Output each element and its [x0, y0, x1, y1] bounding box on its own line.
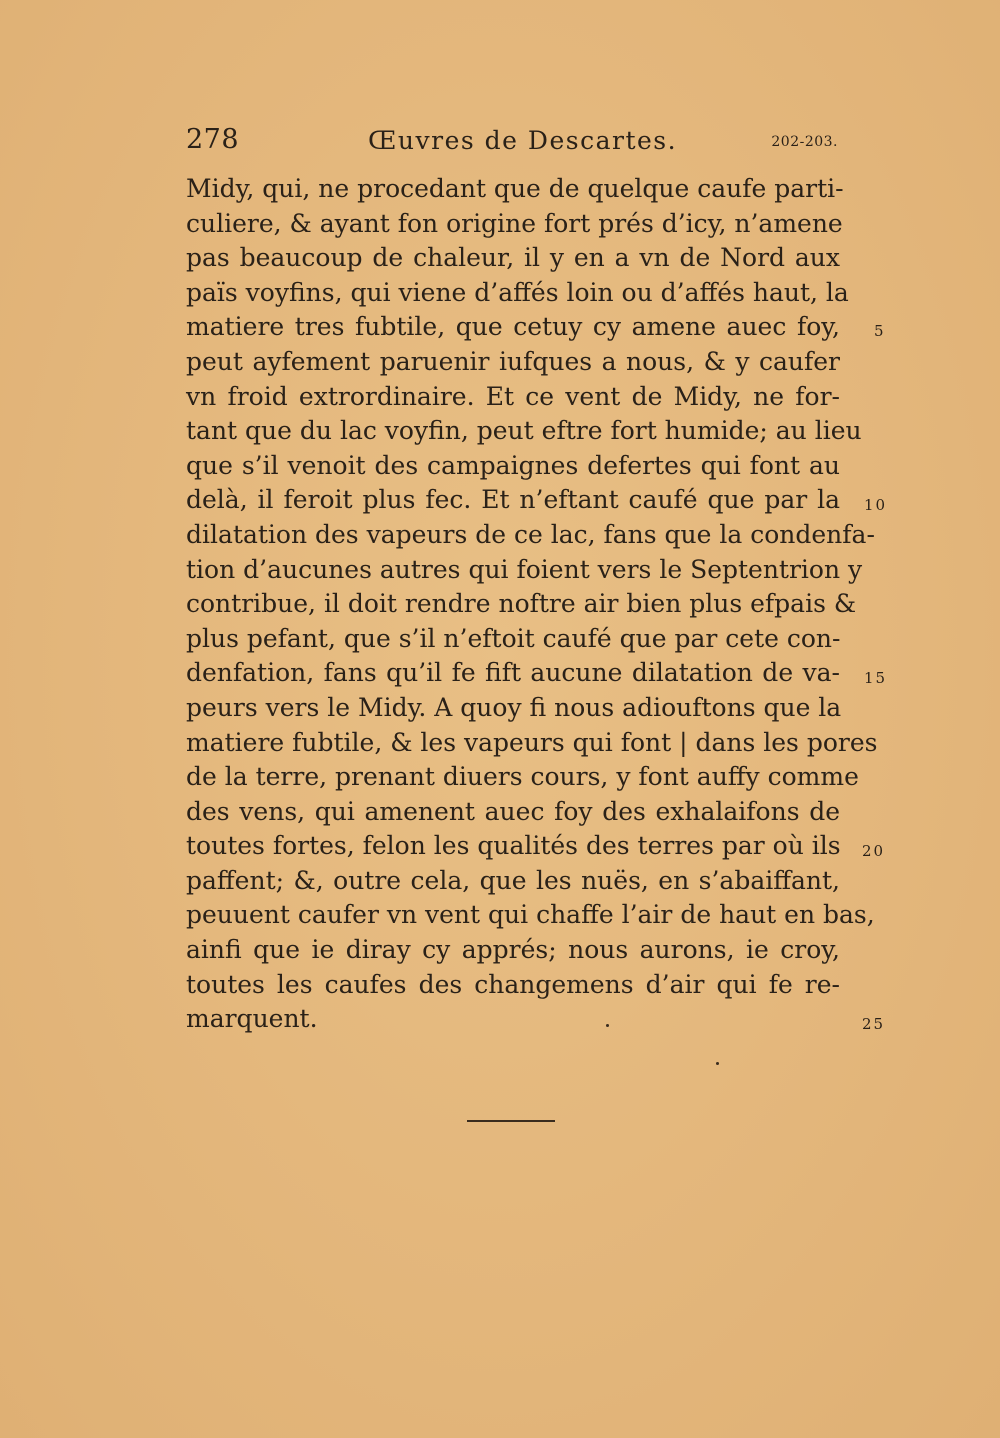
text-line: toutes les caufes des changemens d’air qui fe re- — [186, 969, 840, 999]
page-number: 278 — [186, 124, 240, 155]
text-line: culiere, & ayant fon origine fort prés d’icy, n’amene — [186, 208, 843, 238]
text-line: Midy, qui, ne procedant que de quelque caufe parti- — [186, 174, 844, 203]
text-line: peut ayfement paruenir iufques a nous, & y caufer — [186, 346, 840, 376]
line-number-20: 20 — [862, 842, 886, 860]
text-line: de la terre, prenant diuers cours, y font auffy comme — [186, 762, 859, 792]
line-number-10: 10 — [864, 496, 888, 514]
text-line: tant que du lac voyfin, peut eftre fort humide; au lieu — [186, 416, 862, 446]
text-line: pas beaucoup de chaleur, il y en a vn de Nord aux — [186, 243, 840, 273]
page-reference: 202-203. — [771, 134, 838, 150]
text-line: ainfi que ie diray cy apprés; nous aurons, ie croy, — [186, 935, 840, 965]
text-line: vn froid extrordinaire. Et ce vent de Midy, ne for- — [186, 381, 840, 411]
book-title: Œuvres de Descartes. — [368, 126, 678, 155]
text-line: plus pefant, que s’il n’eftoit caufé que par cete con- — [186, 623, 841, 653]
closing-rule — [467, 1120, 555, 1122]
text-line: denfation, fans qu’il fe fift aucune dilatation de va- — [186, 658, 840, 688]
text-line: des vens, qui amenent auec foy des exhalaifons de — [186, 796, 840, 826]
text-line: matiere tres fubtile, que cetuy cy amene auec foy, — [186, 312, 840, 342]
ink-speck — [716, 1062, 719, 1065]
ink-speck — [606, 1024, 609, 1027]
line-number-25: 25 — [862, 1015, 886, 1033]
text-line: païs voyfins, qui viene d’affés loin ou d’affés haut, la — [186, 277, 849, 307]
text-line: paffent; &, outre cela, que les nuës, en s’abaiffant, — [186, 865, 840, 895]
text-line: delà, il feroit plus fec. Et n’eftant caufé que par la — [186, 485, 840, 515]
text-line: tion d’aucunes autres qui foient vers le Septentrion y — [186, 554, 863, 584]
text-line: que s’il venoit des campaignes defertes qui font au — [186, 450, 840, 480]
text-line: matiere fubtile, & les vapeurs qui font | dans les pores — [186, 727, 878, 757]
text-line: marquent. — [186, 1004, 318, 1034]
text-line: peurs vers le Midy. A quoy fi nous adiouftons que la — [186, 692, 842, 722]
text-line: toutes fortes, felon les qualités des terres par où ils — [186, 831, 841, 861]
running-head — [186, 124, 838, 164]
line-number-5: 5 — [874, 322, 886, 340]
text-line: contribue, il doit rendre noftre air bien plus efpais & — [186, 589, 857, 619]
text-line: peuuent caufer vn vent qui chaffe l’air de haut en bas, — [186, 900, 875, 930]
text-line: dilatation des vapeurs de ce lac, fans que la condenfa- — [186, 519, 875, 549]
line-number-15: 15 — [864, 669, 888, 687]
